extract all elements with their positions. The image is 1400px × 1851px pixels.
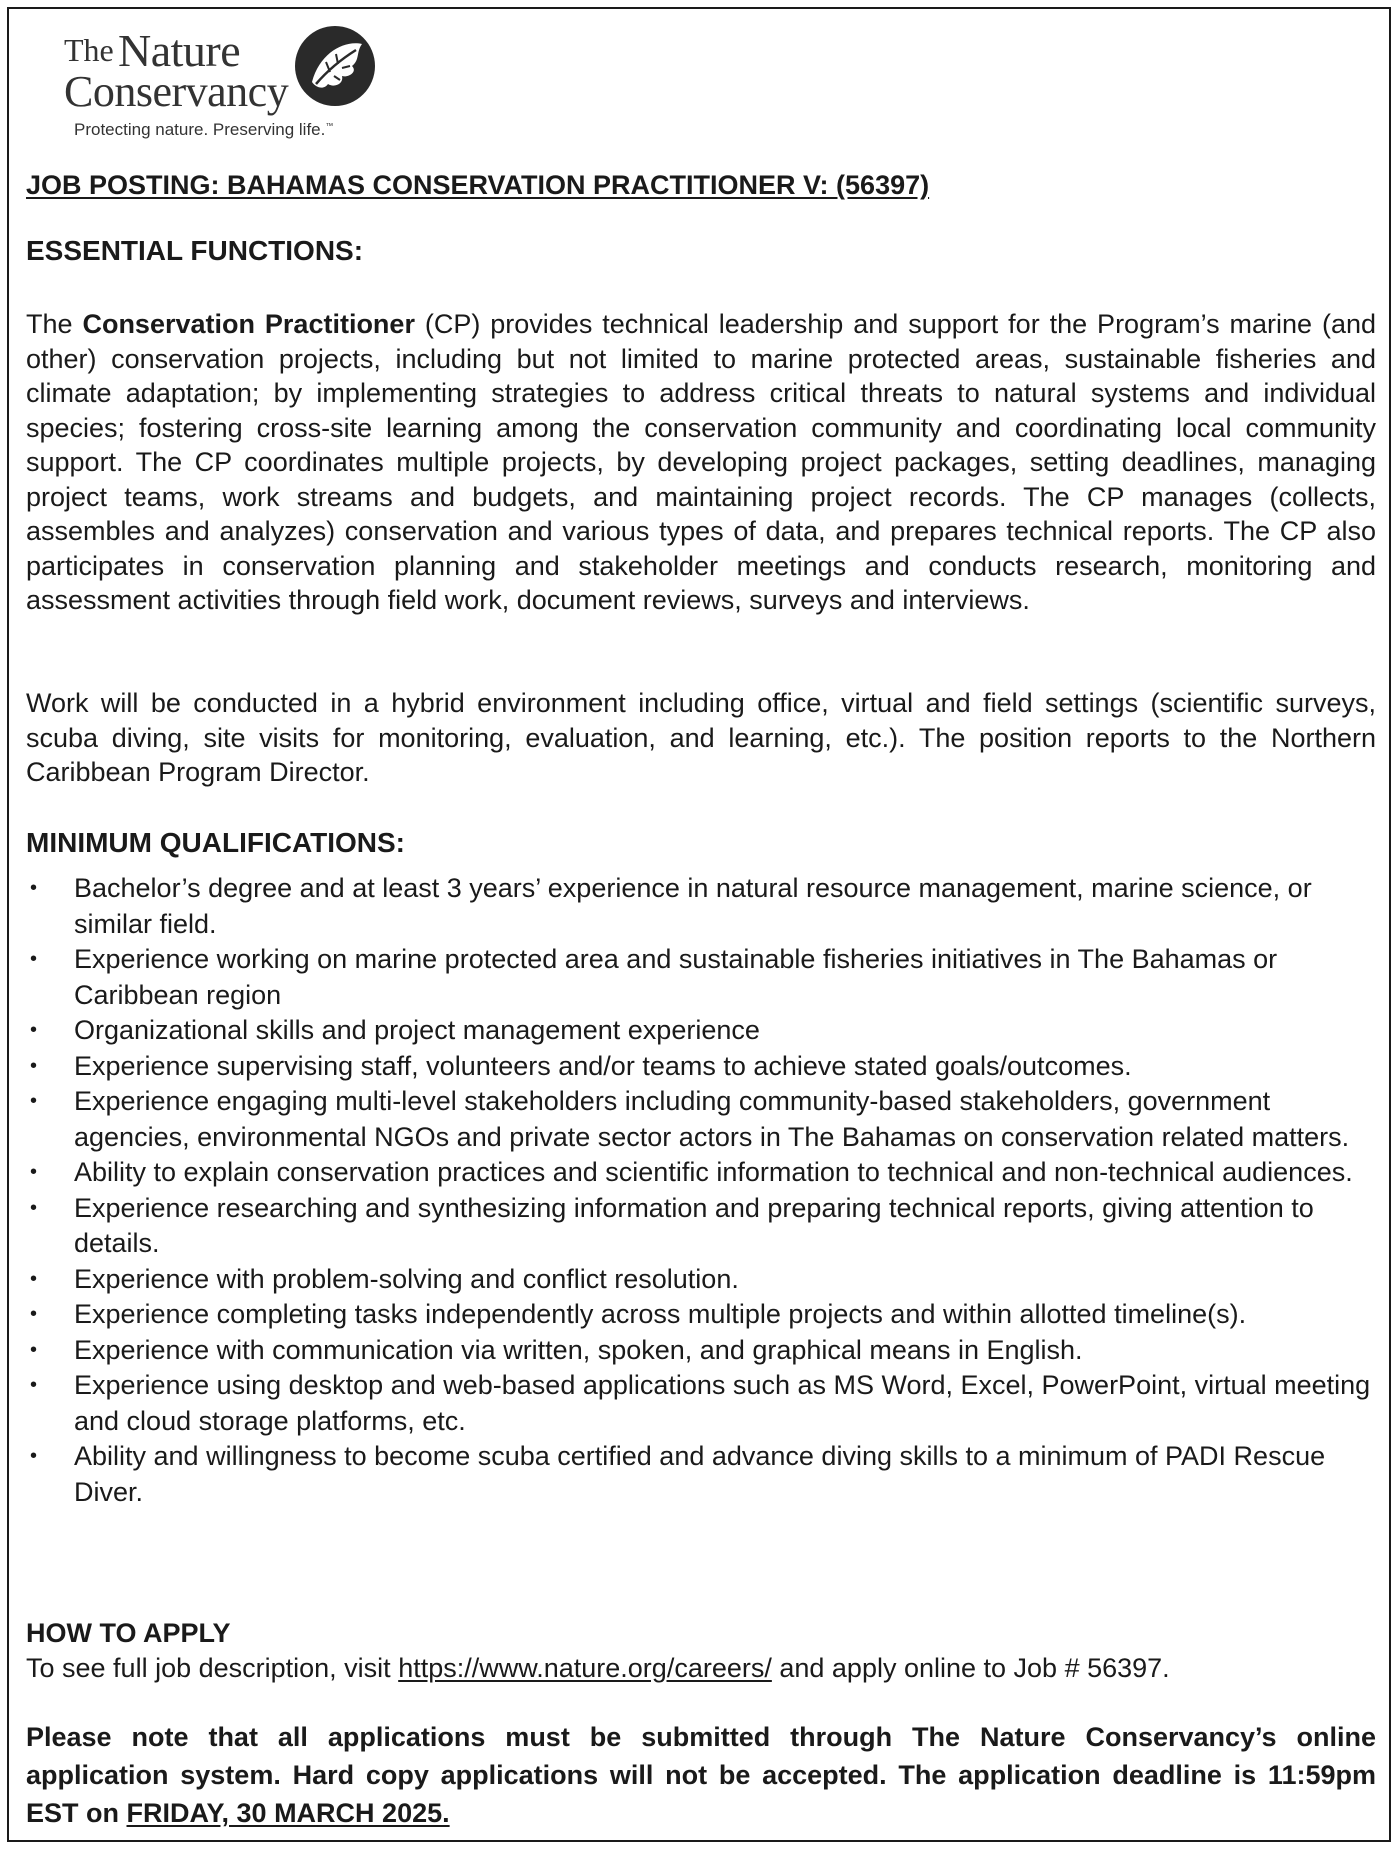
bullet-icon: • bbox=[30, 1090, 38, 1112]
qualification-text: Experience using desktop and web-based applications such as MS Word, Excel, PowerPoint, virtual meeting and cloud storage platforms, etc. bbox=[74, 1370, 1371, 1436]
nature-conservancy-logo bbox=[54, 22, 384, 147]
qualification-item bbox=[26, 1191, 1376, 1262]
bullet-icon: • bbox=[30, 1445, 38, 1467]
application-note: Please note that all applications must be submitted through The Nature Conservancy’s online application system. Hard copy applications will not be accepted. The application deadline is 11:59pm EST on FRIDAY, 30 MARCH 2025. bbox=[26, 1722, 1376, 1828]
qualification-text: Experience with communication via written, spoken, and graphical means in English. bbox=[74, 1334, 1083, 1365]
qualification-item bbox=[26, 1439, 1376, 1510]
bullet-icon: • bbox=[30, 1267, 38, 1290]
qualification-item bbox=[26, 1049, 1376, 1085]
qualification-item bbox=[26, 1155, 1376, 1191]
qualification-text: Bachelor’s degree and at least 3 years’ experience in natural resource management, marine science, or similar field. bbox=[74, 873, 1312, 939]
logo-the: The bbox=[64, 32, 114, 68]
qualification-text: Ability and willingness to become scuba certified and advance diving skills to a minimum of PADI Rescue Diver. bbox=[74, 1441, 1326, 1507]
qualification-text: Experience completing tasks independently across multiple projects and within allotted timeline(s). bbox=[74, 1299, 1247, 1329]
qualification-item bbox=[26, 871, 1376, 942]
qualification-item bbox=[26, 1333, 1376, 1369]
work-environment-paragraph: Work will be conducted in a hybrid environment including office, virtual and field settings (scientific surveys, scuba diving, site visits for monitoring, evaluation, and learning, etc.). The position reports to the Northern Caribbean Program Director. bbox=[26, 688, 1376, 787]
essential-functions-paragraph: The Conservation Practitioner (CP) provides technical leadership and support for the Program’s marine (and other) conservation projects, including but not limited to marine protected areas, sustainable fisheries and climate adaptation; by implementing strategies to address critical threats to natural systems and individual species; fostering cross-site learning among the conservation community and coordinating local community support. The CP coordinates multiple projects, by developing project packages, setting deadlines, managing project teams, work streams and budgets, and maintaining project records. The CP manages (collects, assembles and analyzes) conservation and various types of data, and prepares technical reports. The CP also participates in conservation planning and stakeholder meetings and conducts research, monitoring and assessment activities through field work, document reviews, surveys and interviews. bbox=[26, 309, 1377, 615]
qualification-text: Experience engaging multi-level stakeholders including community-based stakeholders, government agencies, environmental NGOs and private sector actors in The Bahamas on conservation related matters. bbox=[74, 1086, 1350, 1152]
qualification-item bbox=[26, 942, 1376, 1013]
qualification-text: Experience with problem-solving and conflict resolution. bbox=[74, 1263, 739, 1294]
qualification-text: Ability to explain conservation practices and scientific information to technical and non-technical audiences. bbox=[74, 1157, 1353, 1187]
qualifications-list bbox=[26, 871, 1376, 1510]
qualification-text: Experience supervising staff, volunteers and/or teams to achieve stated goals/outcomes. bbox=[74, 1050, 1132, 1081]
conservation-practitioner-bold: Conservation Practitioner bbox=[82, 309, 415, 339]
qualification-item bbox=[26, 1013, 1376, 1049]
qualification-item bbox=[26, 1297, 1376, 1333]
bullet-icon: • bbox=[30, 948, 38, 970]
bullet-icon: • bbox=[30, 877, 38, 899]
bullet-icon: • bbox=[30, 1054, 38, 1077]
logo-nature: Nature bbox=[118, 25, 241, 76]
qualification-item bbox=[26, 1084, 1376, 1155]
logo-conservancy: Conservancy bbox=[64, 67, 289, 116]
application-deadline: FRIDAY, 30 MARCH 2025. bbox=[126, 1798, 450, 1828]
qualification-item bbox=[26, 1262, 1376, 1298]
bullet-icon: • bbox=[30, 1374, 38, 1396]
essential-functions-heading: ESSENTIAL FUNCTIONS: bbox=[26, 235, 364, 266]
qualification-text: Experience working on marine protected area and sustainable fisheries initiatives in The Bahamas or Caribbean region bbox=[74, 944, 1278, 1010]
logo-tagline: Protecting nature. Preserving life.™ bbox=[74, 120, 334, 139]
bullet-icon: • bbox=[30, 1338, 38, 1361]
bullet-icon: • bbox=[30, 1019, 38, 1041]
how-to-apply-heading: HOW TO APPLY bbox=[26, 1618, 231, 1648]
oak-leaf-icon bbox=[290, 22, 380, 110]
bullet-icon: • bbox=[30, 1161, 38, 1183]
minimum-qualifications-heading: MINIMUM QUALIFICATIONS: bbox=[26, 827, 405, 858]
apply-instructions: To see full job description, visit https://www.nature.org/careers/ and apply online to Job # 56397. bbox=[26, 1653, 1170, 1683]
careers-link[interactable]: https://www.nature.org/careers/ bbox=[398, 1653, 772, 1683]
bullet-icon: • bbox=[30, 1196, 38, 1219]
qualification-text: Experience researching and synthesizing information and preparing technical reports, giving attention to details. bbox=[74, 1192, 1314, 1258]
job-title: JOB POSTING: BAHAMAS CONSERVATION PRACTITIONER V: (56397) bbox=[26, 170, 930, 200]
bullet-icon: • bbox=[30, 1303, 38, 1325]
qualification-text: Organizational skills and project management experience bbox=[74, 1015, 760, 1045]
qualification-item bbox=[26, 1368, 1376, 1439]
